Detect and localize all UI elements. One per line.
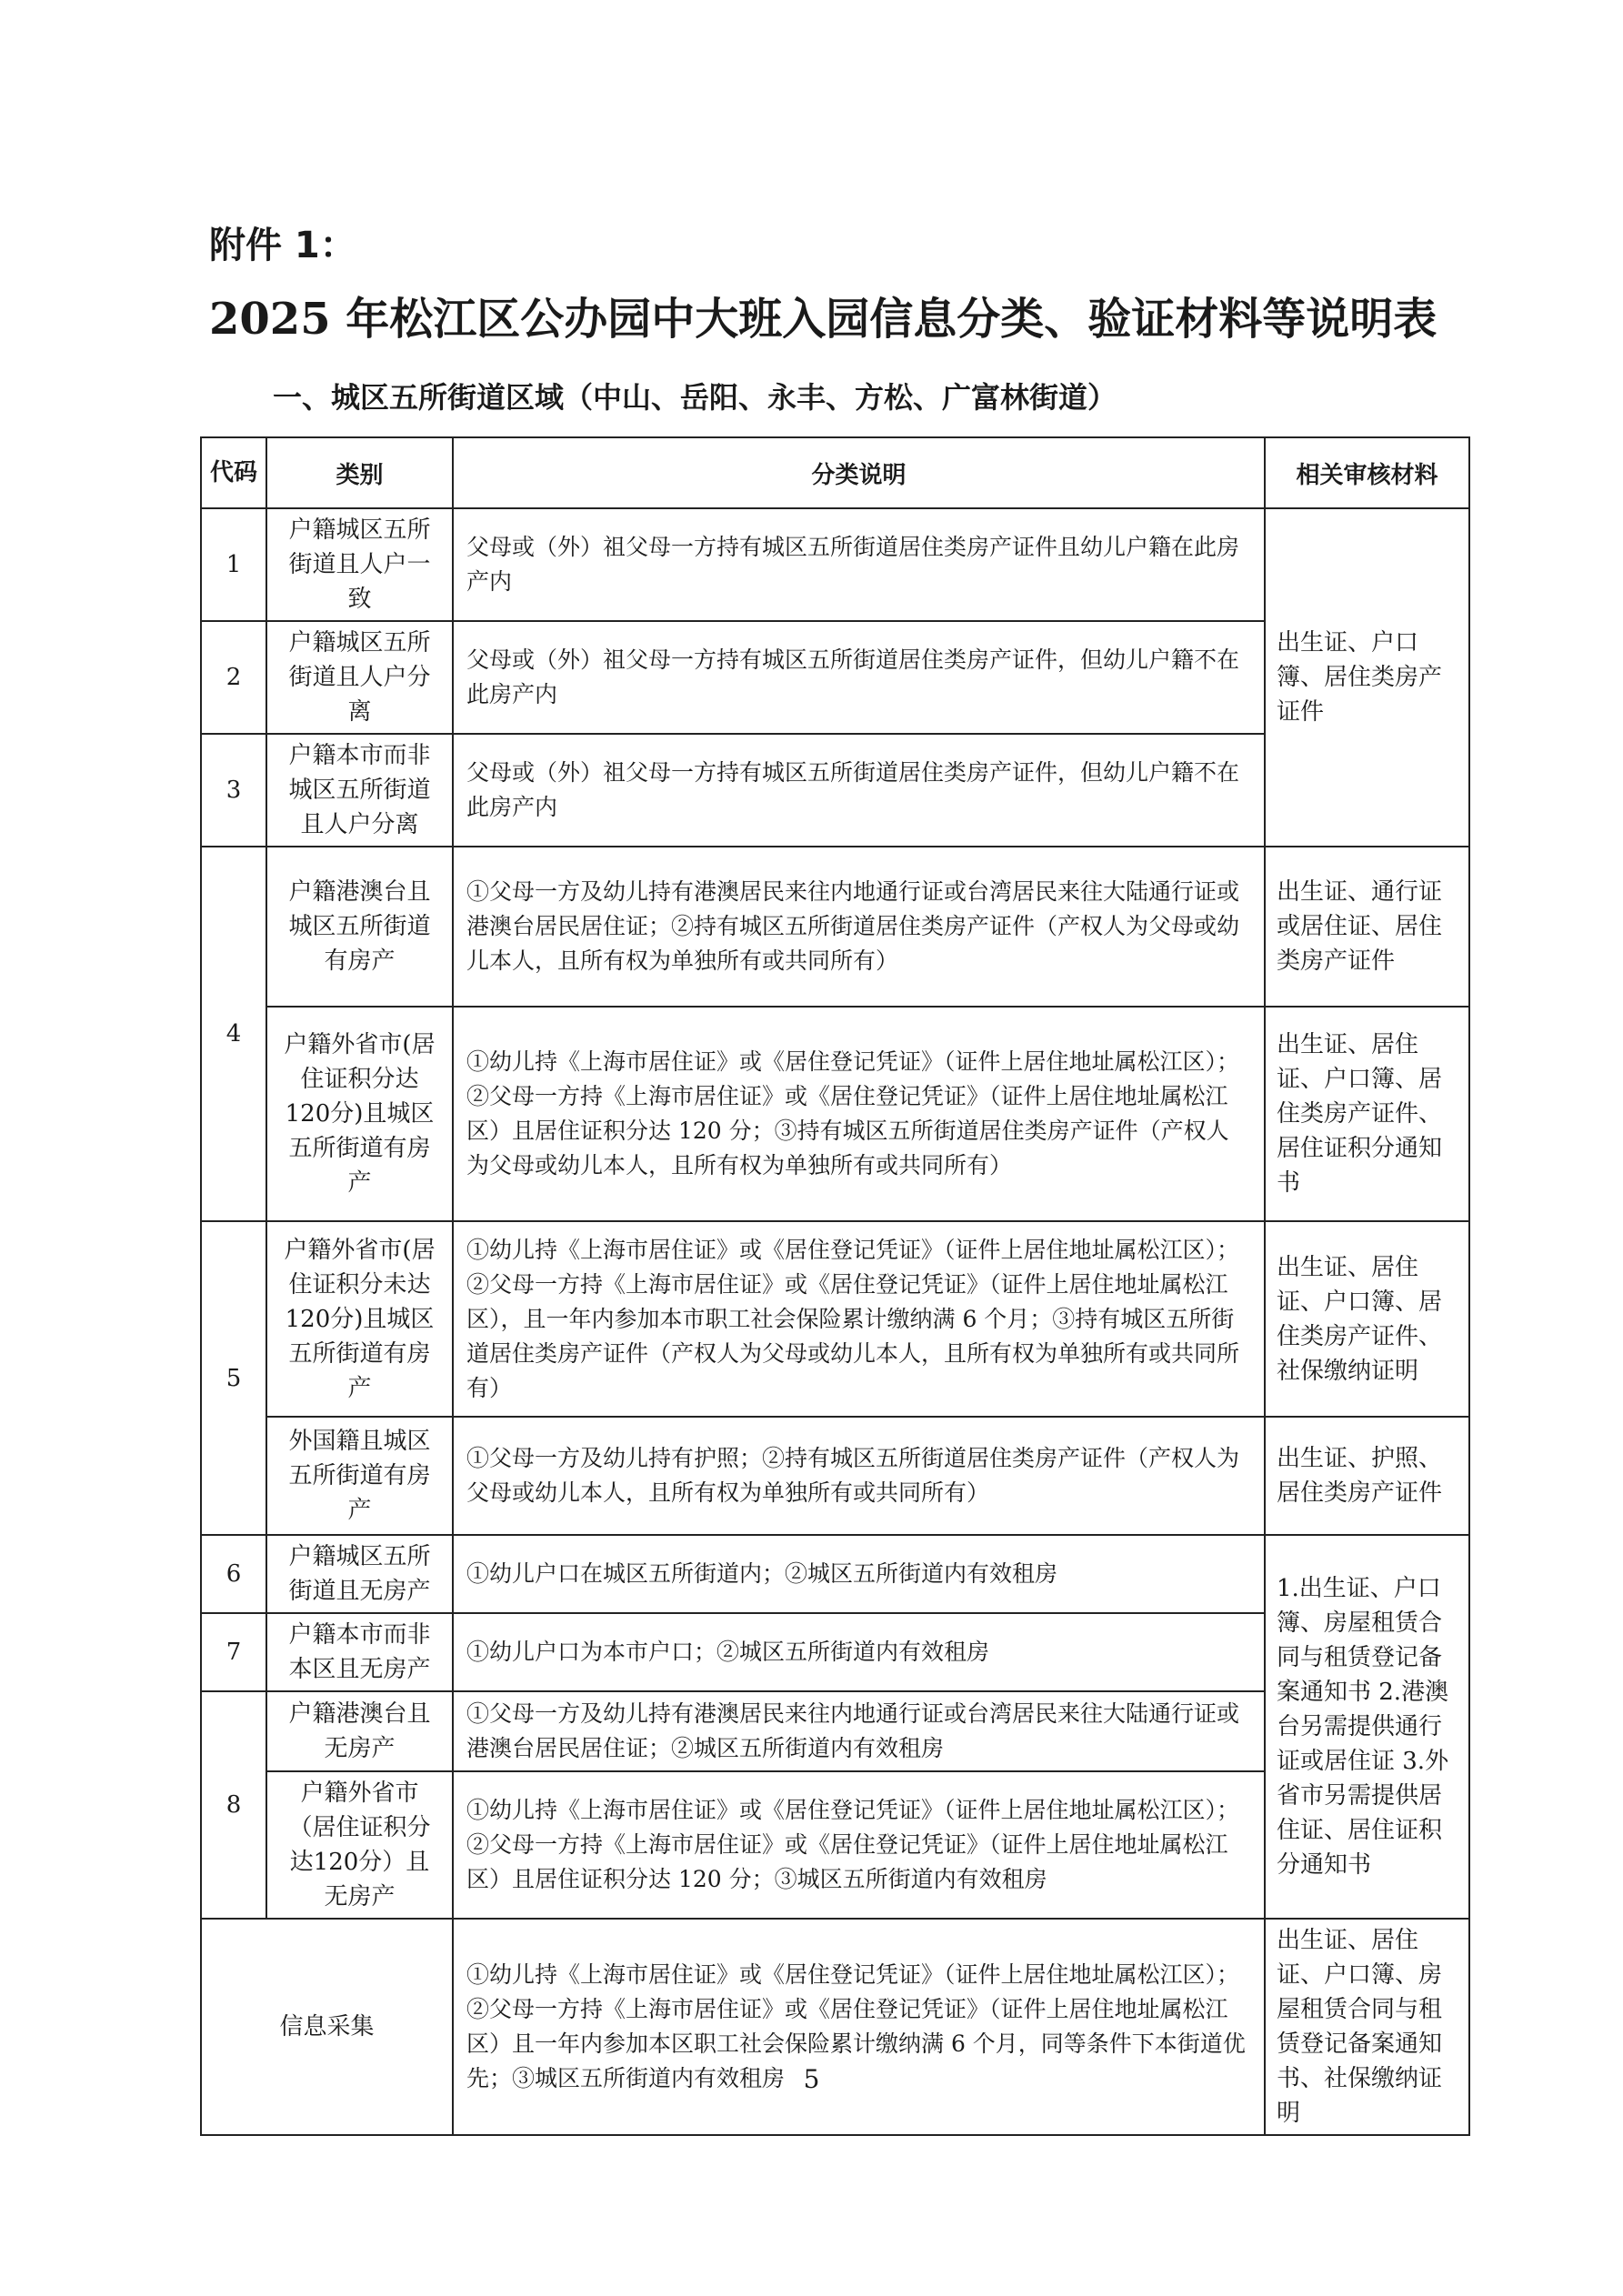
row-materials: 出生证、居住证、户口簿、房屋租赁合同与租赁登记备案通知书、社保缴纳证明: [1265, 1919, 1469, 2135]
row-category: 户籍外省市（居住证积分达120分）且无房产: [266, 1771, 453, 1919]
row-category: 信息采集: [201, 1919, 453, 2135]
table-header-row: [201, 437, 1469, 508]
row-category: 户籍本市而非本区且无房产: [266, 1613, 453, 1691]
row-materials: 出生证、居住证、户口簿、居住类房产证件、居住证积分通知书: [1265, 1007, 1469, 1221]
table-row: [201, 1535, 1469, 1613]
row-description: ①父母一方及幼儿持有护照；②持有城区五所街道居住类房产证件（产权人为父母或幼儿本人，且所有权为单独所有或共同所有）: [453, 1417, 1265, 1535]
header-description: 分类说明: [453, 437, 1265, 508]
row-category: 外国籍且城区五所街道有房产: [266, 1417, 453, 1535]
row-code: 5: [201, 1221, 266, 1535]
table-row: [201, 1221, 1469, 1417]
row-description: 父母或（外）祖父母一方持有城区五所街道居住类房产证件，但幼儿户籍不在此房产内: [453, 734, 1265, 847]
row-code: 1: [201, 508, 266, 621]
row-category: 户籍城区五所街道且人户一致: [266, 508, 453, 621]
row-code: 3: [201, 734, 266, 847]
header-materials: 相关审核材料: [1265, 437, 1469, 508]
shared-materials-1-3: 出生证、户口簿、居住类房产证件: [1265, 508, 1469, 847]
row-description: ①父母一方及幼儿持有港澳居民来往内地通行证或台湾居民来往大陆通行证或港澳台居民居住证；②城区五所街道内有效租房: [453, 1691, 1265, 1771]
row-description: ①幼儿户口在城区五所街道内；②城区五所街道内有效租房: [453, 1535, 1265, 1613]
row-description: ①幼儿持《上海市居住证》或《居住登记凭证》（证件上居住地址属松江区）；②父母一方持《上海市居住证》或《居住登记凭证》（证件上居住地址属松江区）且一年内参加本区职工社会保险累计缴纳满 6 个月，同等条件下本街道优先；③城区五所街道内有效租房: [453, 1919, 1265, 2135]
row-description: ①父母一方及幼儿持有港澳居民来往内地通行证或台湾居民来往大陆通行证或港澳台居民居住证；②持有城区五所街道居住类房产证件（产权人为父母或幼儿本人，且所有权为单独所有或共同所有）: [453, 847, 1265, 1007]
row-code: 6: [201, 1535, 266, 1613]
row-description: 父母或（外）祖父母一方持有城区五所街道居住类房产证件且幼儿户籍在此房产内: [453, 508, 1265, 621]
row-description: ①幼儿户口为本市户口；②城区五所街道内有效租房: [453, 1613, 1265, 1691]
row-description: ①幼儿持《上海市居住证》或《居住登记凭证》（证件上居住地址属松江区）；②父母一方持《上海市居住证》或《居住登记凭证》（证件上居住地址属松江区），且一年内参加本市职工社会保险累计缴纳满 6 个月；③持有城区五所街道居住类房产证件（产权人为父母或幼儿本人，且所有权为单独所有或共同所有）: [453, 1221, 1265, 1417]
table-row: [201, 1417, 1469, 1535]
row-code: 2: [201, 621, 266, 734]
table-row: [201, 847, 1469, 1007]
attachment-label: 附件 1：: [209, 225, 356, 266]
row-description: ①幼儿持《上海市居住证》或《居住登记凭证》（证件上居住地址属松江区）；②父母一方持《上海市居住证》或《居住登记凭证》（证件上居住地址属松江区）且居住证积分达 120 分；③城区五所街道内有效租房: [453, 1771, 1265, 1919]
header-code: 代码: [201, 437, 266, 508]
section-heading: 一、城区五所街道区域（中山、岳阳、永丰、方松、广富林街道）: [273, 380, 1117, 415]
table-row: [201, 1007, 1469, 1221]
table-row: [201, 1919, 1469, 2135]
row-code: 7: [201, 1613, 266, 1691]
row-description: 父母或（外）祖父母一方持有城区五所街道居住类房产证件，但幼儿户籍不在此房产内: [453, 621, 1265, 734]
row-materials: 出生证、居住证、户口簿、居住类房产证件、社保缴纳证明: [1265, 1221, 1469, 1417]
row-category: 户籍城区五所街道且人户分离: [266, 621, 453, 734]
row-code: 8: [201, 1691, 266, 1919]
info-table: [200, 436, 1470, 2136]
row-category: 户籍城区五所街道且无房产: [266, 1535, 453, 1613]
page-number: 5: [803, 2064, 820, 2094]
header-category: 类别: [266, 437, 453, 508]
row-materials: 出生证、护照、居住类房产证件: [1265, 1417, 1469, 1535]
row-materials: 出生证、通行证或居住证、居住类房产证件: [1265, 847, 1469, 1007]
row-category: 户籍港澳台且无房产: [266, 1691, 453, 1771]
row-category: 户籍外省市(居住证积分达120分)且城区五所街道有房产: [266, 1007, 453, 1221]
row-description: ①幼儿持《上海市居住证》或《居住登记凭证》（证件上居住地址属松江区）；②父母一方持《上海市居住证》或《居住登记凭证》（证件上居住地址属松江区）且居住证积分达 120 分；③持有城区五所街道居住类房产证件（产权人为父母或幼儿本人，且所有权为单独所有或共同所有）: [453, 1007, 1265, 1221]
row-code: 4: [201, 847, 266, 1221]
row-category: 户籍港澳台且城区五所街道有房产: [266, 847, 453, 1007]
row-category: 户籍本市而非城区五所街道且人户分离: [266, 734, 453, 847]
shared-materials-6-8: 1.出生证、户口簿、房屋租赁合同与租赁登记备案通知书 2.港澳台另需提供通行证或居住证 3.外省市另需提供居住证、居住证积分通知书: [1265, 1535, 1469, 1919]
row-category: 户籍外省市(居住证积分未达120分)且城区五所街道有房产: [266, 1221, 453, 1417]
table-row: [201, 508, 1469, 621]
document-title: 2025 年松江区公办园中大班入园信息分类、验证材料等说明表: [209, 294, 1438, 345]
